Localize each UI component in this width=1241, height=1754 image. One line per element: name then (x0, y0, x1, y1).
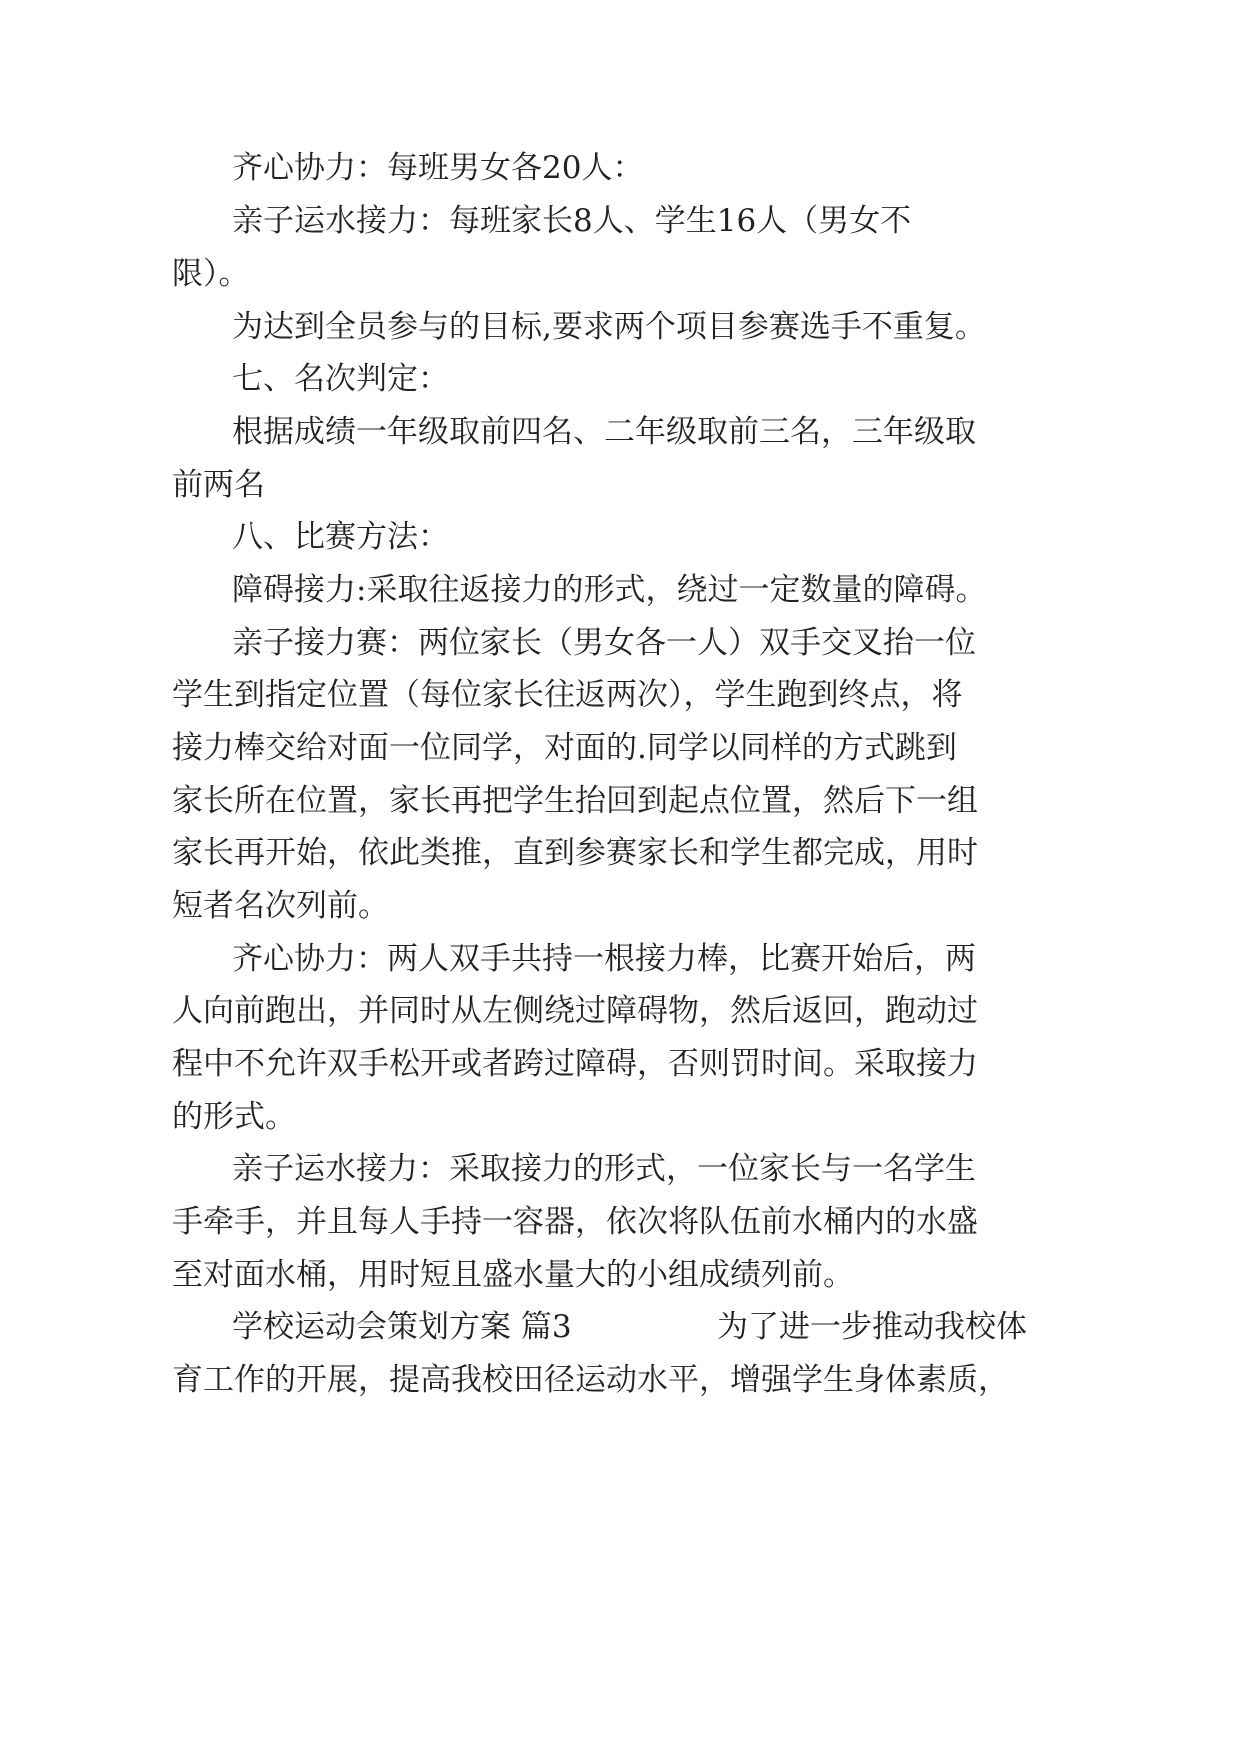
paragraph-line: 家长所在位置，家长再把学生抬回到起点位置，然后下一组 (172, 783, 978, 819)
paragraph-line: 齐心协力：每班男女各20人： (232, 150, 644, 186)
paragraph-line: 亲子接力赛：两位家长（男女各一人）双手交叉抬一位 (232, 625, 976, 661)
paragraph-line: 为达到全员参与的目标,要求两个项目参赛选手不重复。 (232, 309, 986, 345)
paragraph-line: 手牵手，并且每人手持一容器，依次将队伍前水桶内的水盛 (172, 1204, 978, 1240)
paragraph-line: 限）。 (172, 256, 250, 292)
section-heading: 八、比赛方法： (232, 519, 449, 555)
paragraph-line: 程中不允许双手松开或者跨过障碍，否则罚时间。采取接力 (172, 1046, 978, 1082)
paragraph-line: 前两名 (172, 467, 265, 503)
section-heading: 七、名次判定： (232, 361, 449, 397)
paragraph-line: 至对面水桶，用时短且盛水量大的小组成绩列前。 (172, 1257, 854, 1293)
paragraph-line: 人向前跑出，并同时从左侧绕过障碍物，然后返回，跑动过 (172, 993, 978, 1029)
paragraph-line: 育工作的开展，提高我校田径运动水平，增强学生身体素质， (172, 1362, 1009, 1398)
paragraph-line: 障碍接力:采取往返接力的形式，绕过一定数量的障碍。 (232, 572, 987, 608)
paragraph-line: 齐心协力：两人双手共持一根接力棒，比赛开始后，两 (232, 941, 976, 977)
paragraph-start: 为了进一步推动我校体 (717, 1309, 1027, 1345)
section-title: 学校运动会策划方案 篇3 (232, 1309, 572, 1345)
paragraph-line: 根据成绩一年级取前四名、二年级取前三名，三年级取 (232, 414, 976, 450)
paragraph-line: 家长再开始，依此类推，直到参赛家长和学生都完成，用时 (172, 835, 978, 871)
paragraph-line: 亲子运水接力：每班家长8人、学生16人（男女不 (232, 203, 912, 239)
section-title-line (232, 1302, 1027, 1352)
paragraph-line: 短者名次列前。 (172, 888, 389, 924)
paragraph-line: 学生到指定位置（每位家长往返两次），学生跑到终点，将 (172, 677, 963, 713)
paragraph-line: 的形式。 (172, 1099, 296, 1135)
paragraph-line: 亲子运水接力：采取接力的形式，一位家长与一名学生 (232, 1151, 976, 1187)
paragraph-line: 接力棒交给对面一位同学，对面的.同学以同样的方式跳到 (172, 730, 957, 766)
